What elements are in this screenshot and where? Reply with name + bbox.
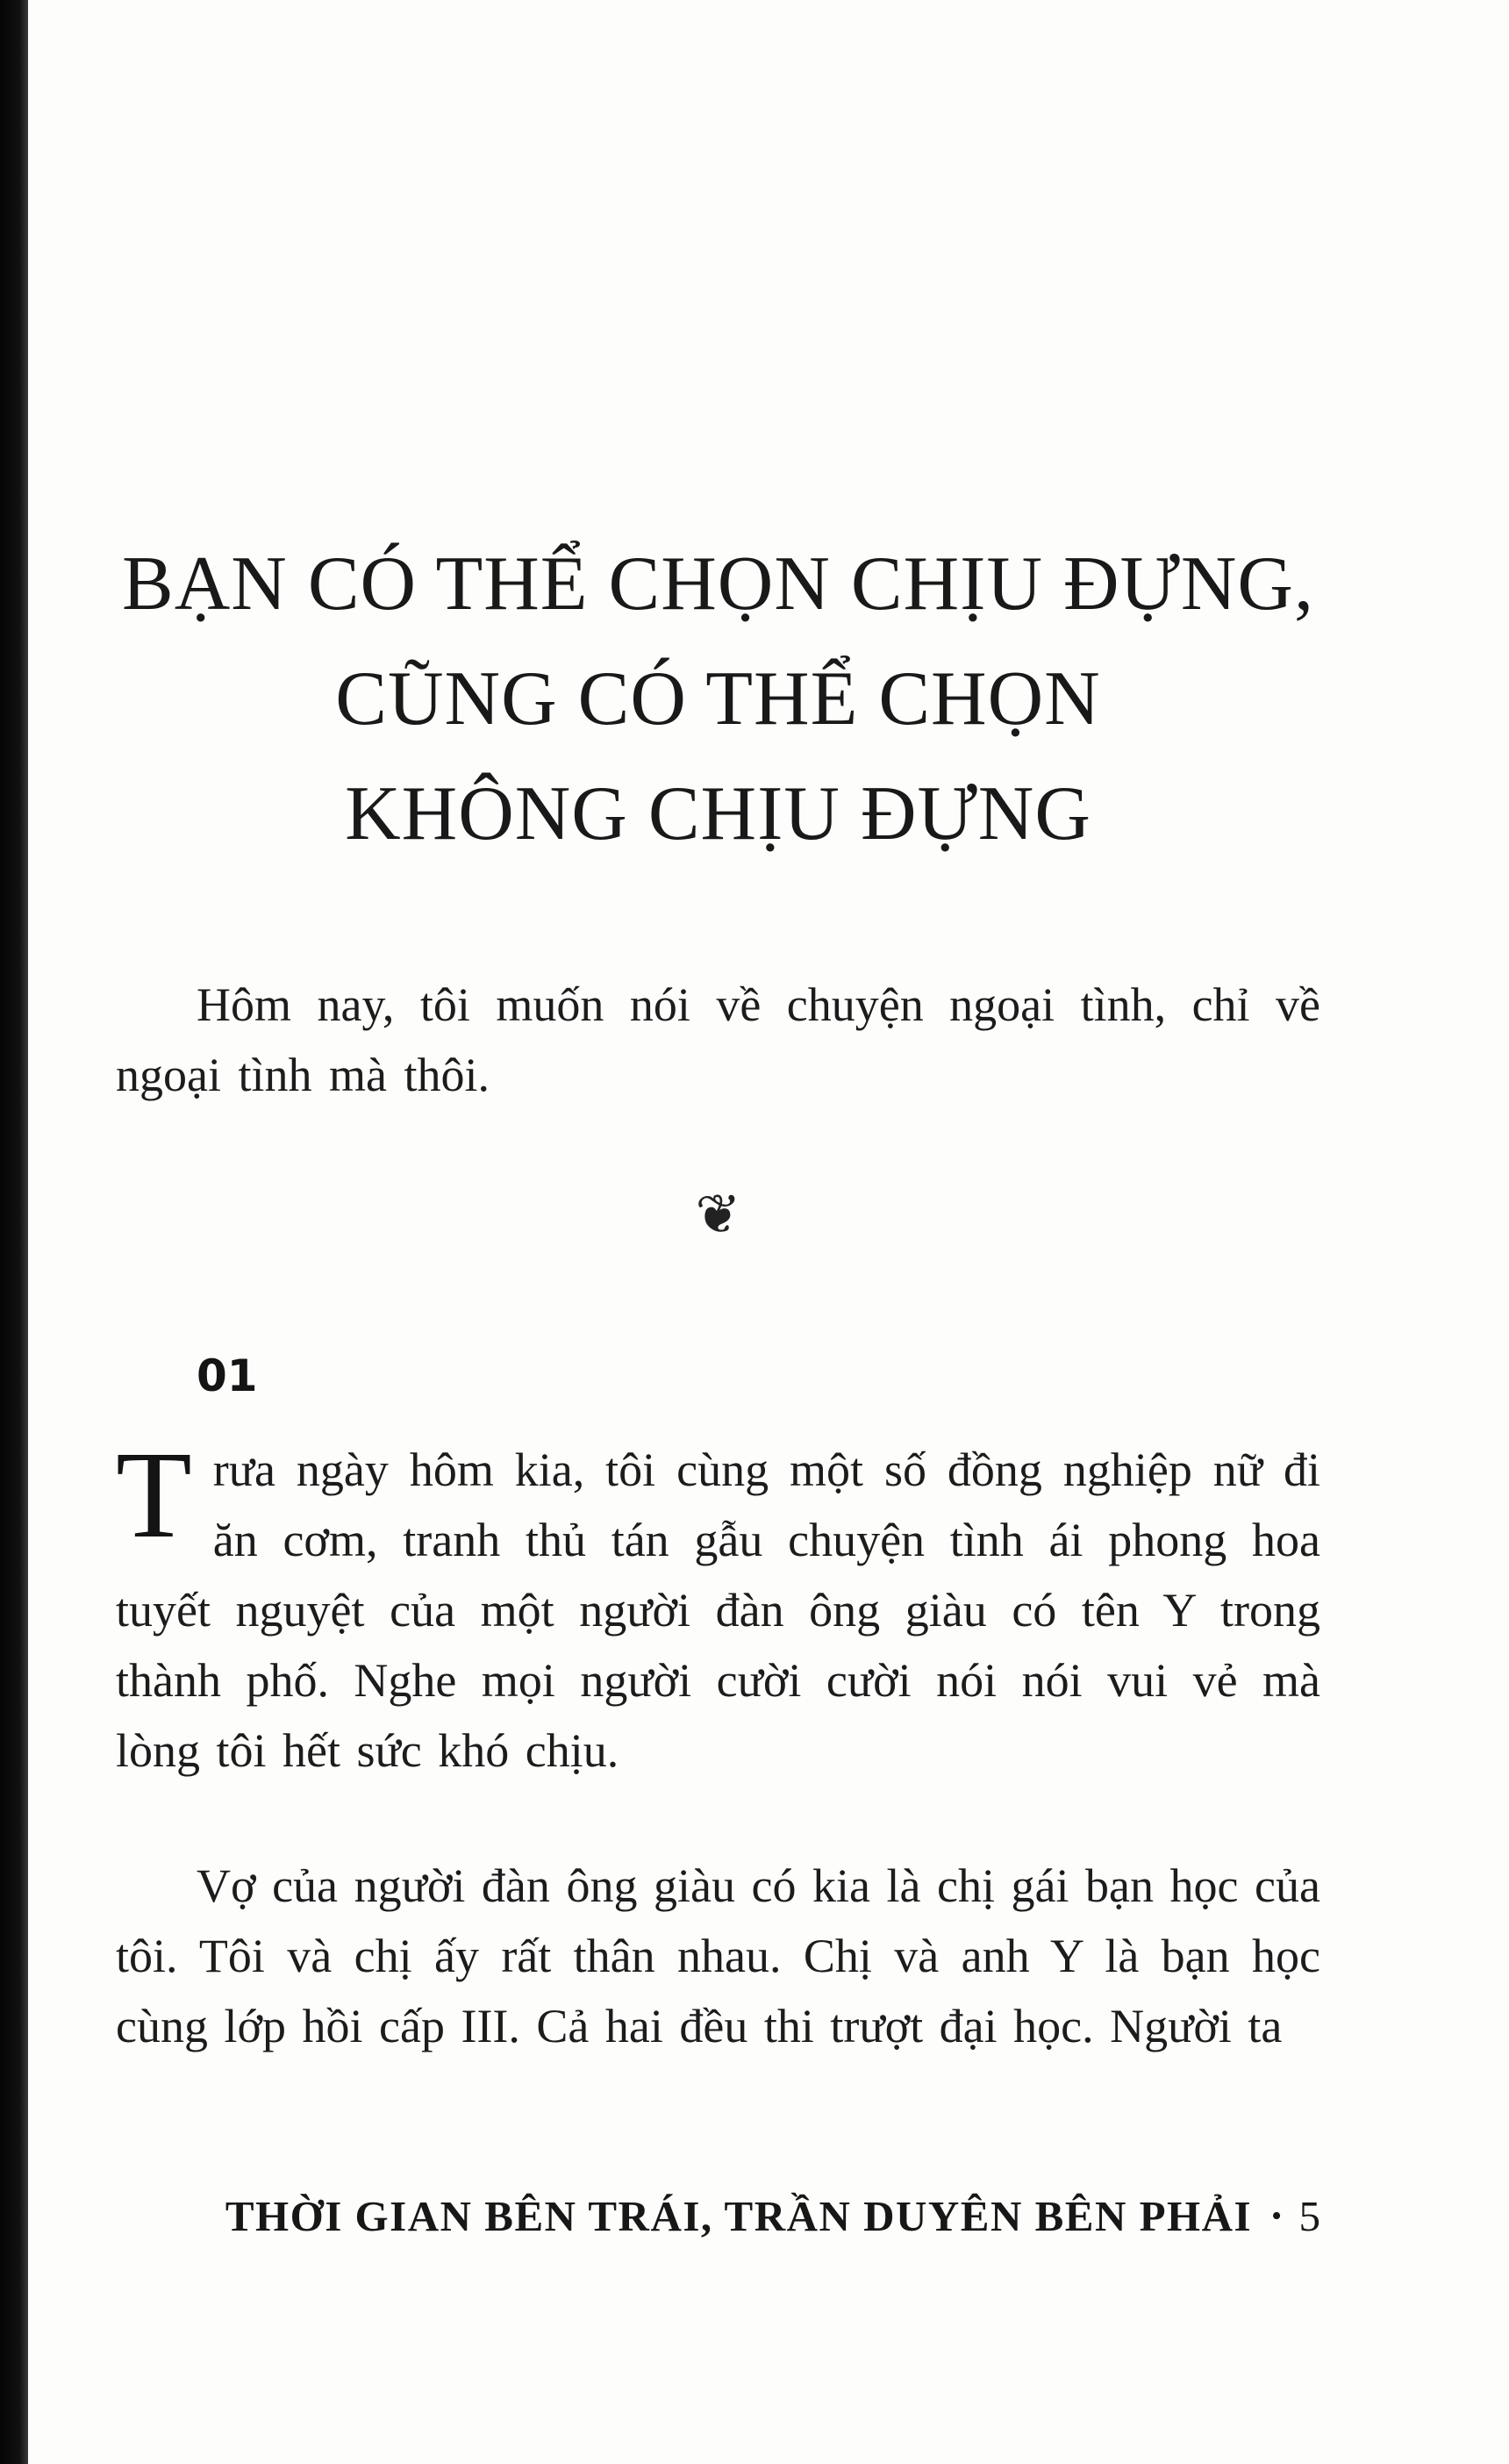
running-title: THỜI GIAN BÊN TRÁI, TRẦN DUYÊN BÊN PHẢI — [225, 2192, 1253, 2240]
chapter-title-line-3: KHÔNG CHỊU ĐỰNG — [345, 771, 1091, 856]
page-number: 5 — [1298, 2192, 1320, 2240]
body-paragraph-2: Vợ của người đàn ông giàu có kia là chị gái bạn học của tôi. Tôi và chị ấy rất thân nhau. Chị và anh Y là bạn học cùng lớp hồi cấp III. Cả hai đều thi trượt đại học. Người ta — [116, 1859, 1320, 2052]
floral-ornament-icon: ❦ — [695, 1182, 741, 1246]
section-number: 01 — [197, 1350, 258, 1401]
scan-edge-bar — [0, 0, 28, 2464]
footer-separator-dot: • — [1271, 2200, 1284, 2232]
chapter-title-line-2: CŨNG CÓ THỂ CHỌN — [335, 656, 1101, 741]
drop-cap: T — [116, 1425, 192, 1564]
page-footer — [144, 2192, 1320, 2241]
body-paragraph-1-text: rưa ngày hôm kia, tôi cùng một số đồng nghiệp nữ đi ăn cơm, tranh thủ tán gẫu chuyện tình ái phong hoa tuyết nguyệt của một người đàn ông giàu có tên Y trong thành phố. Nghe mọi người cười cười nói nói vui vẻ mà lòng tôi hết sức khó chịu. — [116, 1443, 1320, 1777]
chapter-title — [116, 526, 1320, 871]
intro-paragraph: Hôm nay, tôi muốn nói về chuyện ngoại tình, chỉ về ngoại tình mà thôi. — [116, 978, 1320, 1101]
body-paragraph-1 — [116, 1425, 1320, 1786]
chapter-title-line-1: BẠN CÓ THỂ CHỌN CHỊU ĐỰNG, — [122, 541, 1314, 627]
book-page — [28, 0, 1509, 2464]
